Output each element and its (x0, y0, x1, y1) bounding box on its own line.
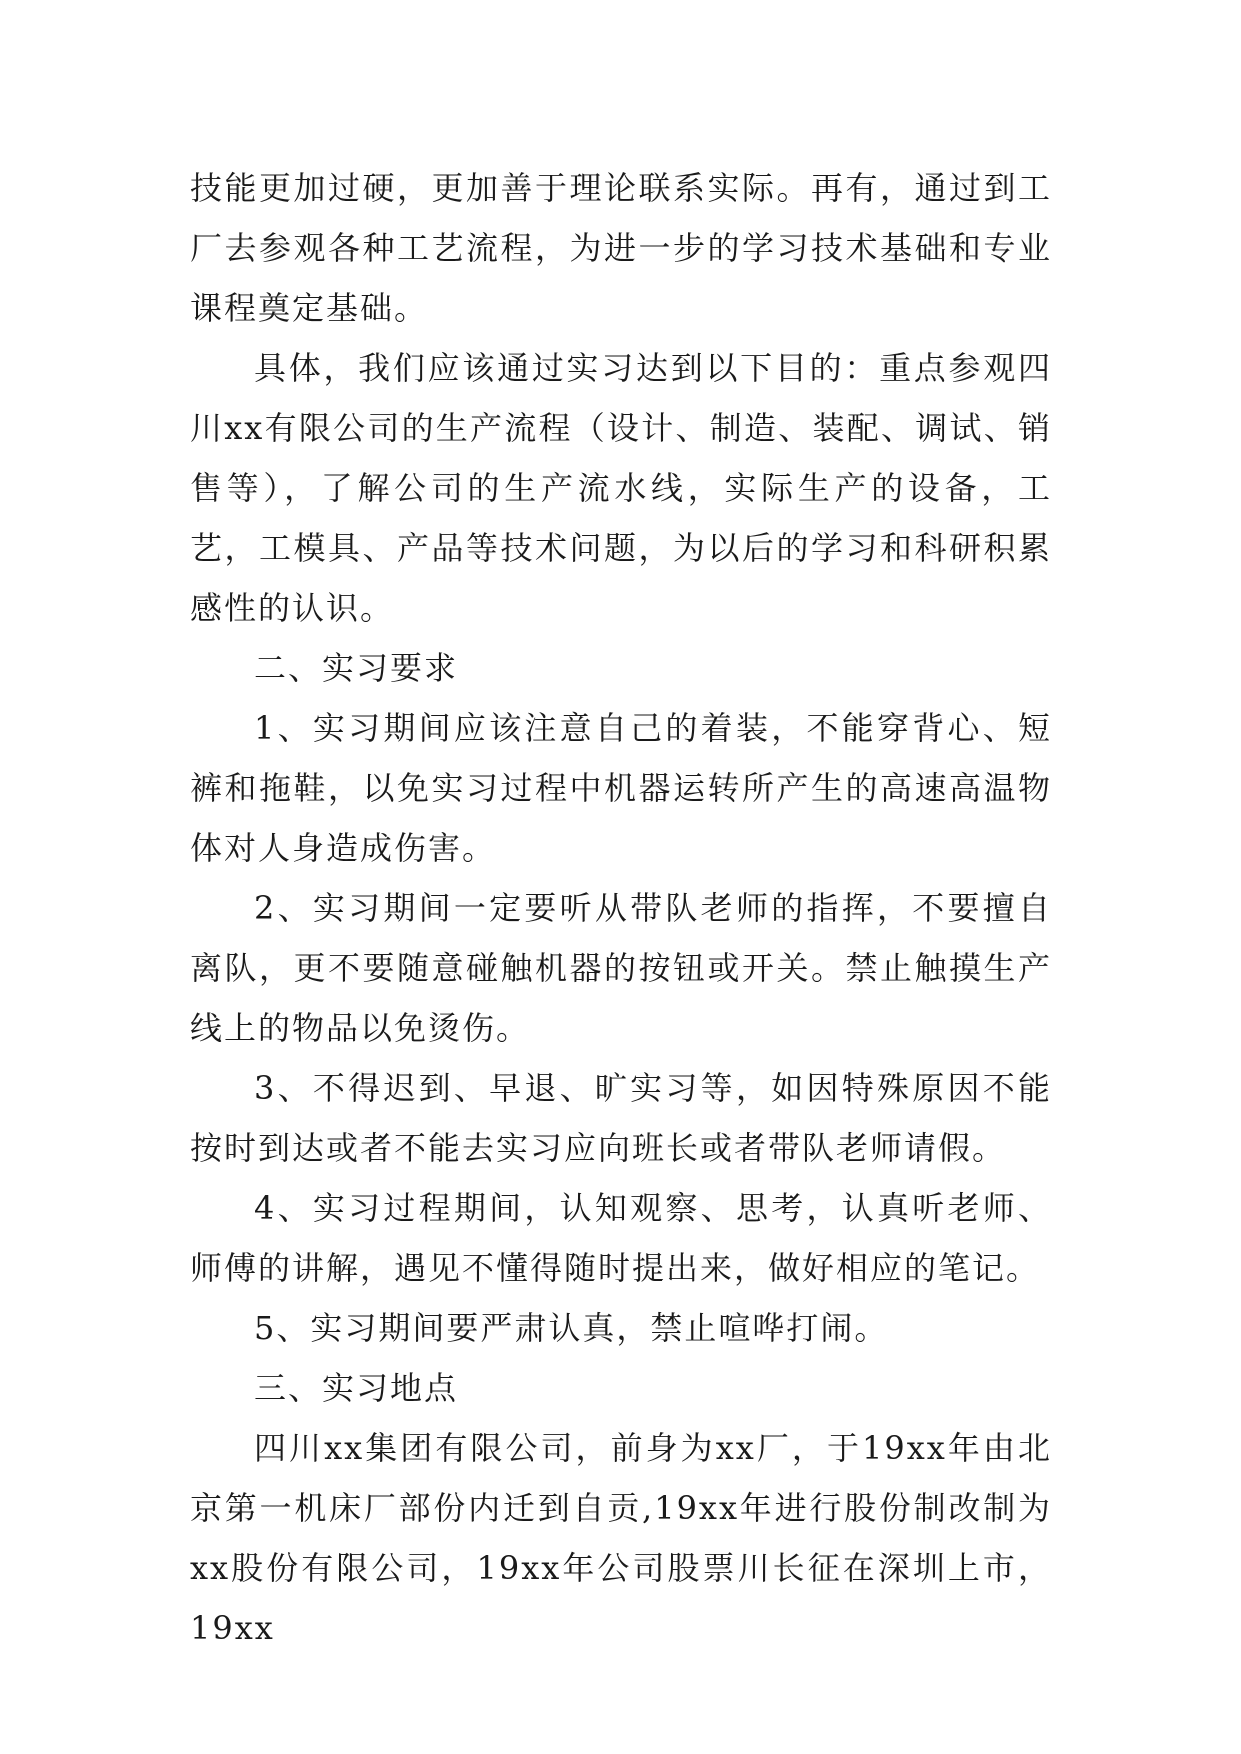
paragraph-2: 具体，我们应该通过实习达到以下目的：重点参观四川xx有限公司的生产流程（设计、制造、装配、调试、销售等），了解公司的生产流水线，实际生产的设备，工艺，工模具、产品等技术问题，为以后的学习和科研积累感性的认识。 (190, 349, 1052, 627)
section-heading-location: 三、实习地点 (254, 1369, 459, 1407)
section-heading-requirements: 二、实习要求 (254, 649, 459, 687)
location-paragraph: 四川xx集团有限公司，前身为xx厂，于19xx年由北京第一机床厂部份内迁到自贡,19xx年进行股份制改制为xx股份有限公司，19xx年公司股票川长征在深圳上市，19xx (190, 1429, 1052, 1647)
requirement-item-1: 1、实习期间应该注意自己的着装，不能穿背心、短裤和拖鞋，以免实习过程中机器运转所产生的高速高温物体对人身造成伤害。 (190, 709, 1052, 867)
requirement-item-4: 4、实习过程期间，认知观察、思考，认真听老师、师傅的讲解，遇见不懂得随时提出来，做好相应的笔记。 (190, 1189, 1052, 1287)
paragraph-1: 技能更加过硬，更加善于理论联系实际。再有，通过到工厂去参观各种工艺流程，为进一步的学习技术基础和专业课程奠定基础。 (190, 169, 1052, 327)
document-body (190, 158, 1052, 1658)
requirement-item-5: 5、实习期间要严肃认真，禁止喧哗打闹。 (254, 1309, 889, 1347)
requirement-item-2: 2、实习期间一定要听从带队老师的指挥，不要擅自离队，更不要随意碰触机器的按钮或开关。禁止触摸生产线上的物品以免烫伤。 (190, 889, 1052, 1047)
requirement-item-3: 3、不得迟到、早退、旷实习等，如因特殊原因不能按时到达或者不能去实习应向班长或者带队老师请假。 (190, 1069, 1052, 1167)
